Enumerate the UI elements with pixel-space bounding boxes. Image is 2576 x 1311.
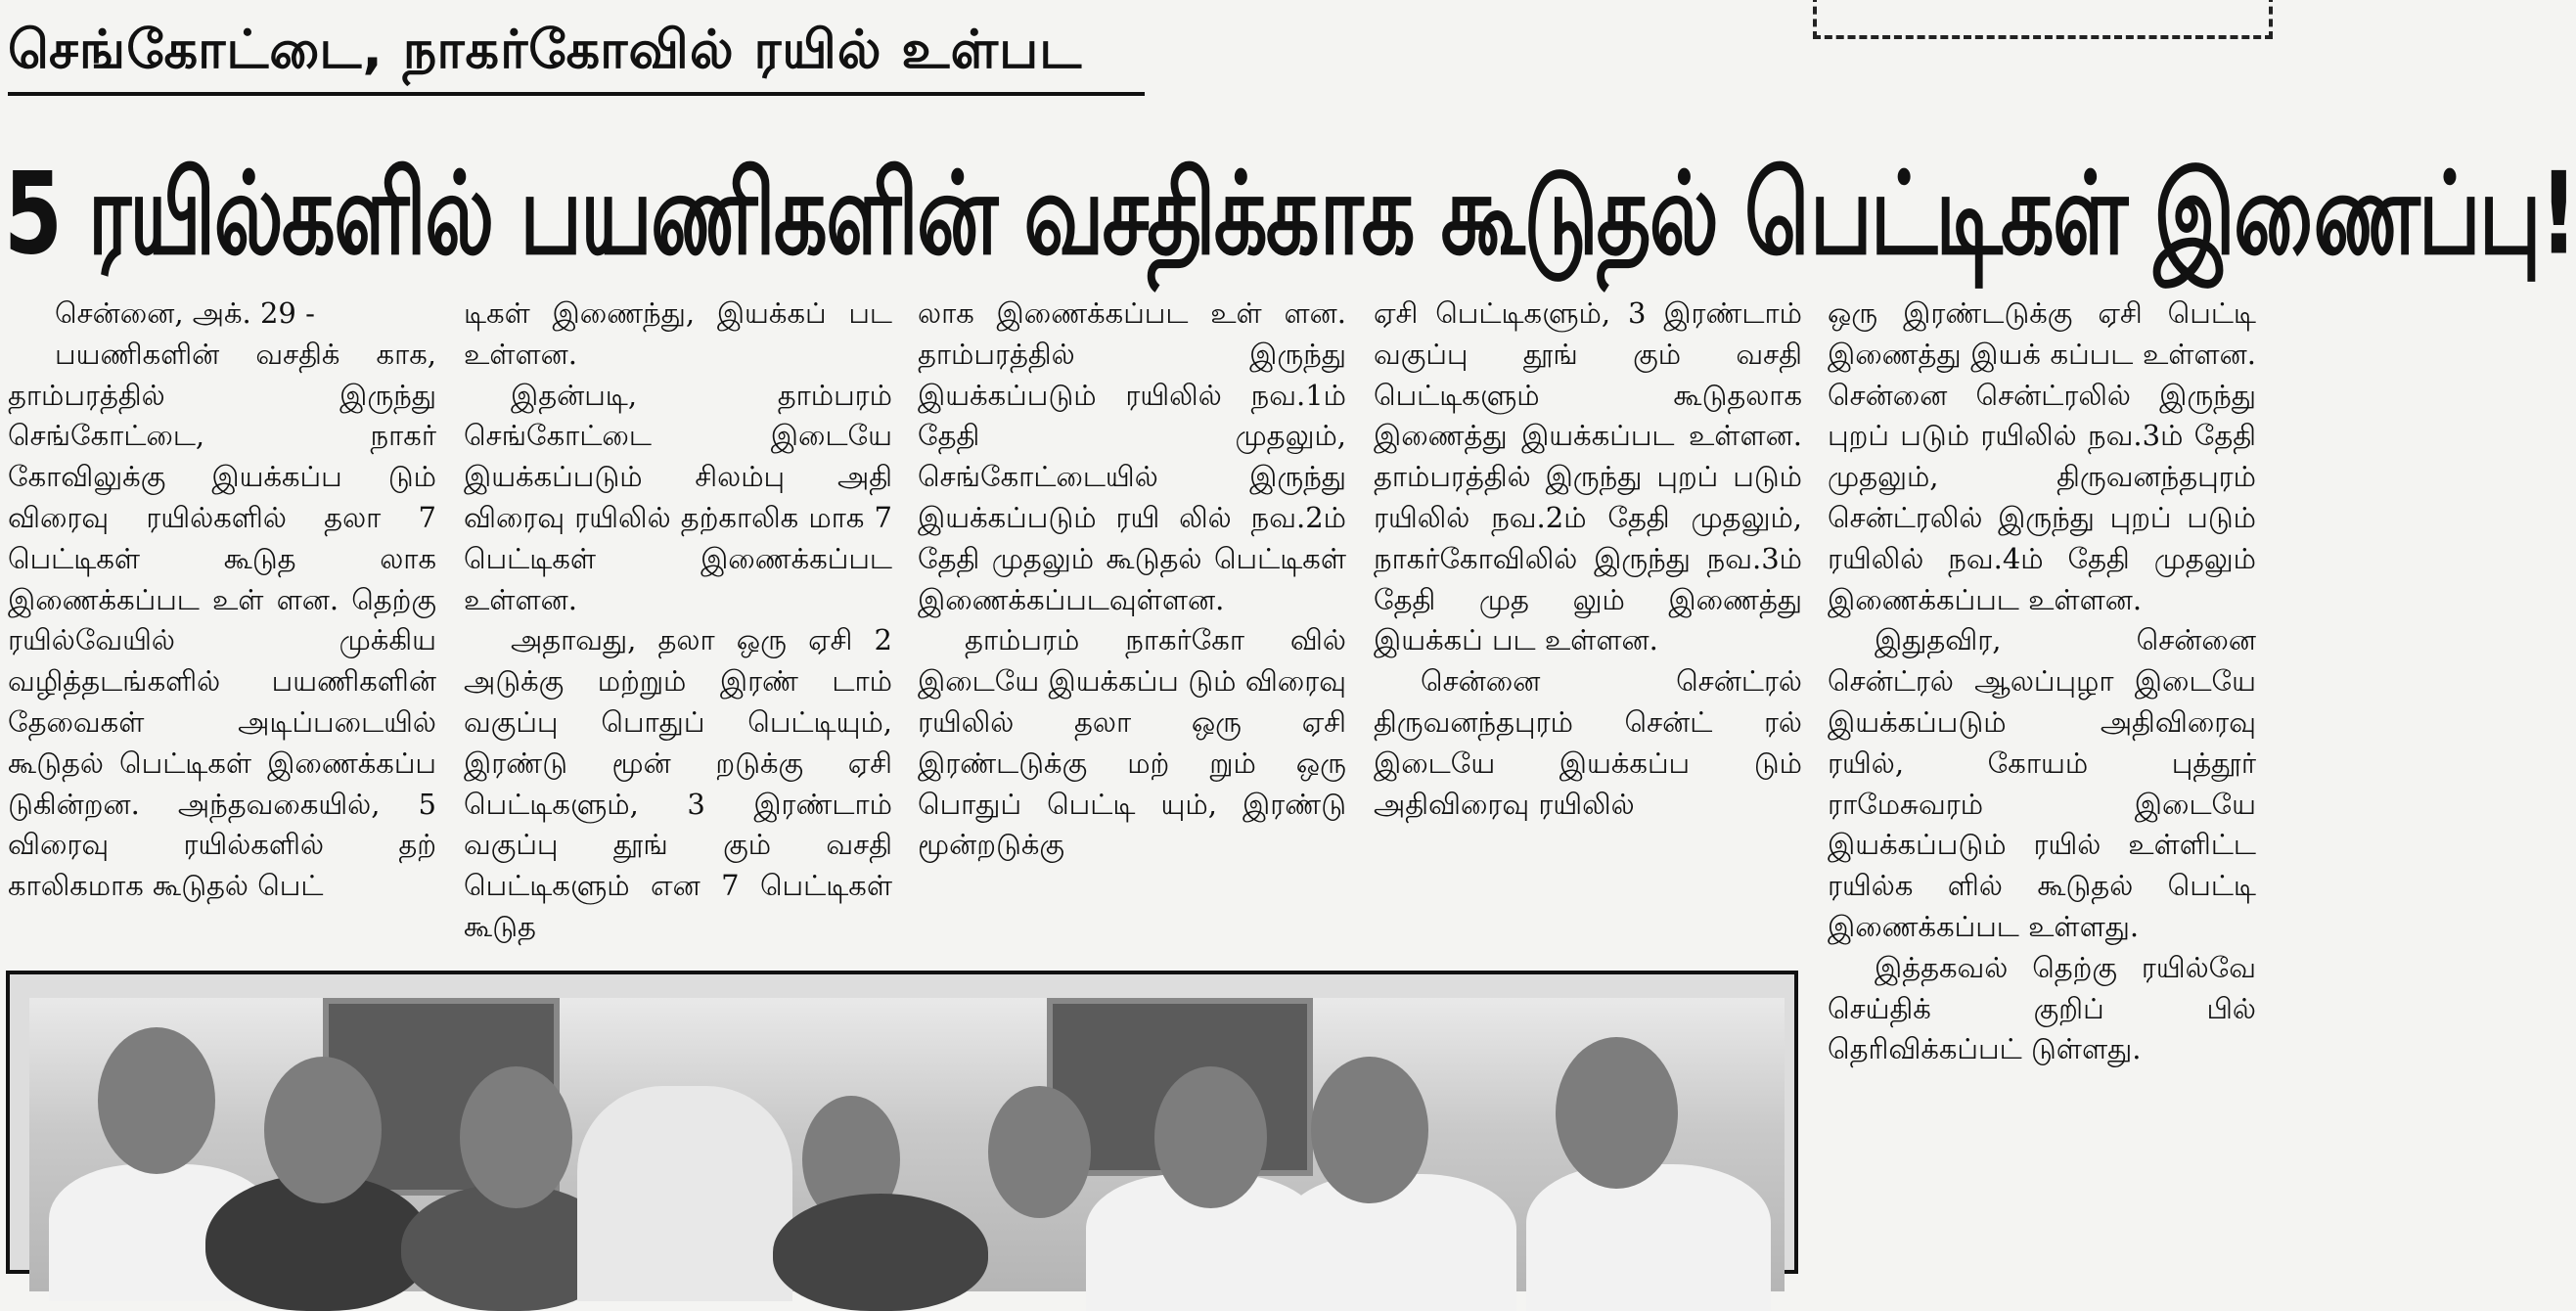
person-shape: [1311, 1057, 1428, 1203]
paragraph: ஒரு இரண்டடுக்கு ஏசி பெட்டி இணைத்து இயக் கப்பட உள்ளன. சென்னை சென்ட்ரலில் இருந்து புறப் படும் ரயிலில் நவ.3ம் தேதி முதலும், திருவனந்தபுரம் சென்ட்ரலில் இருந்து புறப் படும் ரயிலில் நவ.4ம் தேதி முதலும் இணைக்கப்பட உள்ளன.: [1828, 296, 2256, 616]
paragraph: ஏசி பெட்டிகளும், 3 இரண்டாம் வகுப்பு தூங் கும் வசதி பெட்டிகளும் கூடுதலாக இணைத்து இயக்கப்பட உள்ளன. தாம்பரத்தில் இருந்து புறப் படும் ரயிலில் நவ.2ம் தேதி முதலும், நாகர்கோவிலில் இருந்து நவ.3ம் தேதி முத லும் இணைத்து இயக்கப் பட உள்ளன.: [1374, 296, 1802, 657]
person-shape: [1556, 1037, 1678, 1189]
paragraph: இதன்படி, தாம்பரம் செங்கோட்டை இடையே இயக்கப்படும் சிலம்பு அதி விரைவு ரயிலில் தற்காலிக மாக 7 பெட்டிகள் இணைக்கப்பட உள்ளன.: [464, 378, 892, 616]
paragraph: தாம்பரம் நாகர்கோ வில் இடையே இயக்கப்ப டும் விரைவு ரயிலில் தலா ஒரு ஏசி இரண்டடுக்கு மற் றும் ஒரு பொதுப் பெட்டி யும், இரண்டு மூன்றடுக்கு: [918, 623, 1346, 862]
article-column-2: [464, 294, 892, 959]
paragraph: இதுதவிர, சென்னை சென்ட்ரல் ஆலப்புழா இடையே இயக்கப்படும் அதிவிரைவு ரயில், கோயம் புத்தூர் ராமேசுவரம் இடையே இயக்கப்படும் ரயில் உள்ளிட்ட ரயில்க ளில் கூடுதல் பெட்டி இணைக்கப்பட உள்ளது.: [1828, 623, 2256, 943]
person-shape: [1154, 1066, 1267, 1208]
news-photo-frame: [6, 971, 1798, 1274]
person-shape: [1526, 1164, 1771, 1311]
paragraph: இத்தகவல் தெற்கு ரயில்வே செய்திக் குறிப் பில் தெரிவிக்கப்பட் டுள்ளது.: [1828, 950, 2256, 1066]
person-shape: [1282, 1174, 1516, 1311]
paragraph: லாக இணைக்கப்பட உள் ளன. தாம்பரத்தில் இருந்து இயக்கப்படும் ரயிலில் நவ.1ம் தேதி முதலும், செங்கோட்டையில் இருந்து இயக்கப்படும் ரயி லில் நவ.2ம் தேதி முதலும் கூடுதல் பெட்டிகள் இணைக்கப்படவுள்ளன.: [918, 296, 1346, 616]
person-shape: [460, 1066, 572, 1208]
paragraph: பயணிகளின் வசதிக் காக, தாம்பரத்தில் இருந்து செங்கோட்டை, நாகர் கோவிலுக்கு இயக்கப்ப டும் விரைவு ரயில்களில் தலா 7 பெட்டிகள் கூடுத லாக இணைக்கப்பட உள் ளன. தெற்கு ரயில்வேயில் முக்கிய வழித்தடங்களில் பயணிகளின் தேவைகள் அடிப்படையில் கூடுதல் பெட்டிகள் இணைக்கப்ப டுகின்றன. அந்தவகையில், 5 விரைவு ரயில்களில் தற் காலிகமாக கூடுதல் பெட்: [8, 337, 436, 903]
paragraph: அதாவது, தலா ஒரு ஏசி 2 அடுக்கு மற்றும் இரண் டாம் வகுப்பு பொதுப் பெட்டியும், இரண்டு மூன் றடுக்கு ஏசி பெட்டிகளும், 3 இரண்டாம் வகுப்பு தூங் கும் வசதி பெட்டிகளும் என 7 பெட்டிகள் கூடுத: [464, 623, 892, 943]
dashed-border-box: [1813, 0, 2273, 39]
person-shape: [773, 1194, 988, 1311]
paragraph: டிகள் இணைந்து, இயக்கப் பட உள்ளன.: [464, 296, 892, 371]
article-column-1: [8, 294, 436, 959]
kicker-underline: [8, 92, 1145, 96]
person-shape: [264, 1057, 382, 1203]
article-column-5: [1828, 294, 2256, 1262]
paragraph: சென்னை, அக். 29 -: [55, 296, 315, 330]
person-shape: [577, 1086, 792, 1301]
article-column-3: [918, 294, 1346, 959]
paragraph: சென்னை சென்ட்ரல் திருவனந்தபுரம் சென்ட் ரல் இடையே இயக்கப்ப டும் அதிவிரைவு ரயிலில்: [1374, 664, 1802, 821]
article-column-4: [1374, 294, 1802, 959]
group-photo: [29, 998, 1785, 1291]
kicker-headline: செங்கோட்டை, நாகர்கோவில் ரயில் உள்பட: [8, 19, 1083, 80]
person-shape: [98, 1027, 215, 1174]
main-headline: 5 ரயில்களில் பயணிகளின் வசதிக்காக கூடுதல் பெட்டிகள் இணைப்பு!: [4, 148, 2576, 281]
person-shape: [988, 1086, 1091, 1218]
